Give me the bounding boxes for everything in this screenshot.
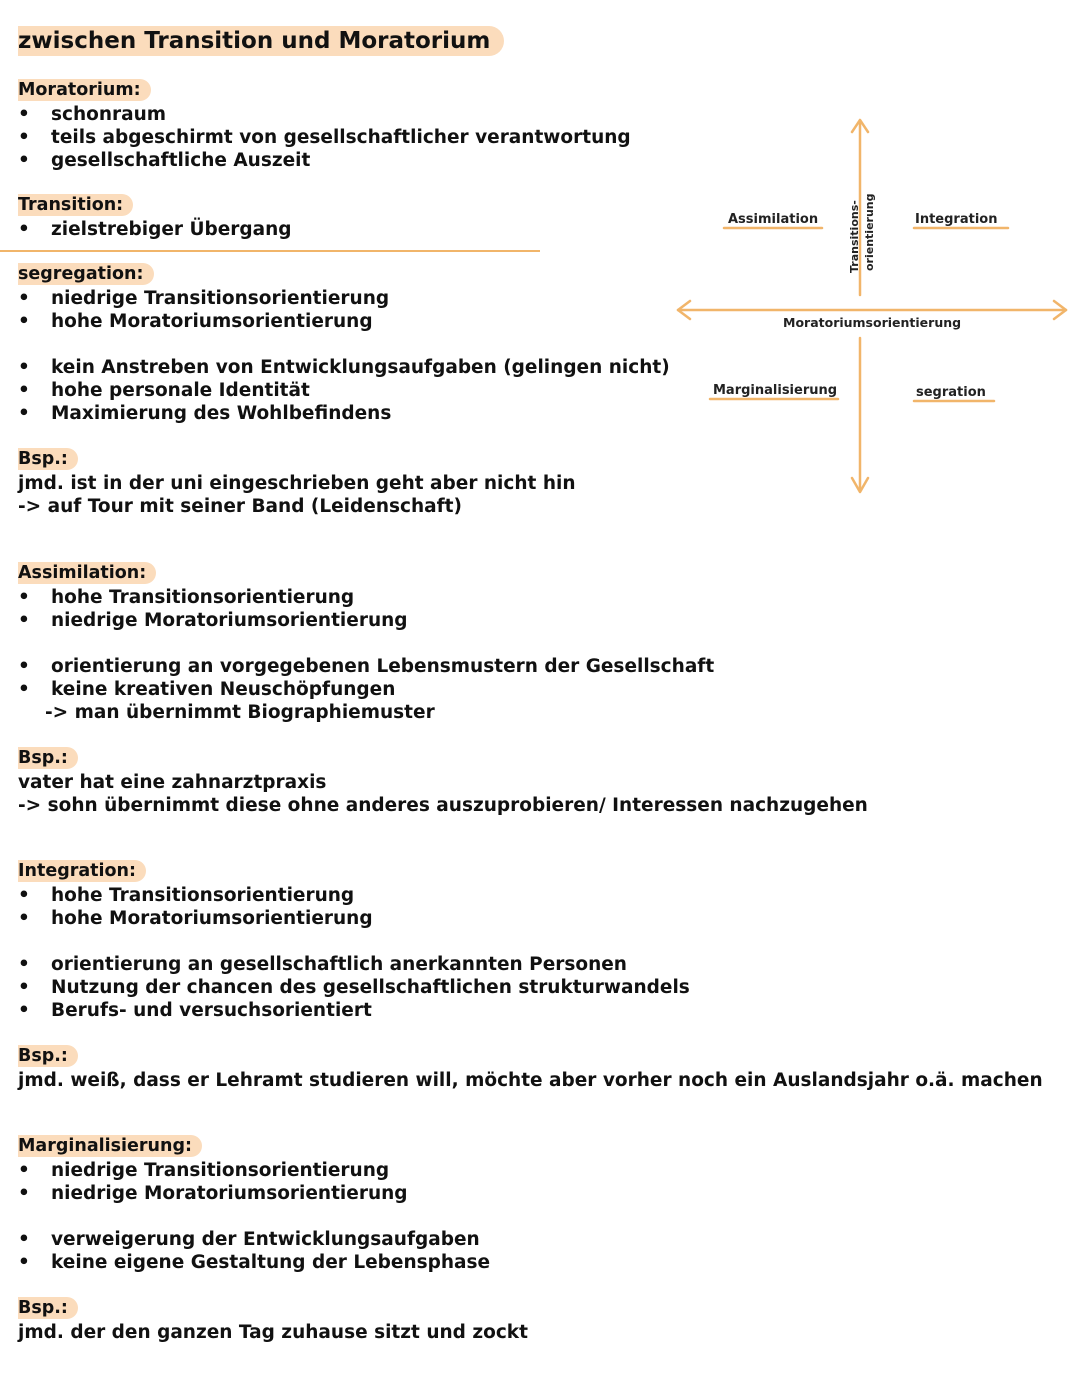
example-line: -> auf Tour mit seiner Band (Leidenschaft) bbox=[18, 496, 462, 517]
x-axis-label: Moratoriumsorientierung bbox=[783, 315, 962, 330]
section-marginalisierung bbox=[18, 1135, 528, 1344]
bsp-label: Bsp.: bbox=[18, 1045, 78, 1067]
page-title: zwischen Transition und Moratorium bbox=[18, 26, 504, 56]
example-line: jmd. weiß, dass er Lehramt studieren will, möchte aber vorher noch ein Auslandsjahr o.ä. machen bbox=[18, 1070, 1043, 1091]
list-item: • hohe Moratoriumsorientierung bbox=[18, 310, 670, 333]
list-item: • zielstrebiger Übergang bbox=[18, 218, 292, 241]
list-item: • Maximierung des Wohlbefindens bbox=[18, 402, 670, 425]
example-line: vater hat eine zahnarztpraxis bbox=[18, 772, 327, 793]
bsp-label: Bsp.: bbox=[18, 747, 78, 769]
bsp-label: Bsp.: bbox=[18, 448, 78, 470]
y-axis-label-line1: Transitions- bbox=[848, 200, 861, 273]
bsp-label: Bsp.: bbox=[18, 1297, 78, 1319]
list-item: • hohe Transitionsorientierung bbox=[18, 884, 1043, 907]
list-item: • hohe Moratoriumsorientierung bbox=[18, 907, 1043, 930]
list-item: • Berufs- und versuchsorientiert bbox=[18, 999, 1043, 1022]
list-item: • orientierung an vorgegebenen Lebensmustern der Gesellschaft bbox=[18, 655, 868, 678]
quadrant-label-top-left: Assimilation bbox=[728, 212, 819, 227]
heading-moratorium: Moratorium: bbox=[18, 79, 151, 101]
quadrant-label-bottom-right: segration bbox=[916, 385, 986, 400]
orientation-quadrant-diagram bbox=[670, 110, 1080, 510]
list-subitem: -> man übernimmt Biographiemuster bbox=[45, 702, 435, 723]
list-item: • teils abgeschirmt von gesellschaftlicher verantwortung bbox=[18, 126, 631, 149]
section-moratorium bbox=[18, 79, 631, 172]
list-item: • niedrige Moratoriumsorientierung bbox=[18, 609, 868, 632]
section-assimilation bbox=[18, 562, 868, 817]
quadrant-label-bottom-left: Marginalisierung bbox=[713, 383, 838, 398]
section-integration bbox=[18, 860, 1043, 1092]
example-line: jmd. ist in der uni eingeschrieben geht aber nicht hin bbox=[18, 473, 576, 494]
list-item: • orientierung an gesellschaftlich anerkannten Personen bbox=[18, 953, 1043, 976]
list-item: • verweigerung der Entwicklungsaufgaben bbox=[18, 1228, 528, 1251]
example-line: -> sohn übernimmt diese ohne anderes auszuprobieren/ Interessen nachzugehen bbox=[18, 795, 868, 816]
section-transition bbox=[18, 194, 292, 241]
quadrant-label-top-right: Integration bbox=[915, 212, 998, 227]
heading-assimilation: Assimilation: bbox=[18, 562, 156, 584]
list-item: • schonraum bbox=[18, 103, 631, 126]
list-item: • hohe Transitionsorientierung bbox=[18, 586, 868, 609]
list-item: • hohe personale Identität bbox=[18, 379, 670, 402]
heading-marginalisierung: Marginalisierung: bbox=[18, 1135, 202, 1157]
list-item: • gesellschaftliche Auszeit bbox=[18, 149, 631, 172]
y-axis-label-line2: orientierung bbox=[863, 193, 876, 271]
list-item: • niedrige Transitionsorientierung bbox=[18, 287, 670, 310]
list-item: • keine kreativen Neuschöpfungen bbox=[18, 678, 868, 701]
list-item: • keine eigene Gestaltung der Lebensphase bbox=[18, 1251, 528, 1274]
list-item: • Nutzung der chancen des gesellschaftlichen strukturwandels bbox=[18, 976, 1043, 999]
list-item: • niedrige Transitionsorientierung bbox=[18, 1159, 528, 1182]
example-line: jmd. der den ganzen Tag zuhause sitzt und zockt bbox=[18, 1322, 528, 1343]
heading-integration: Integration: bbox=[18, 860, 146, 882]
list-item: • niedrige Moratoriumsorientierung bbox=[18, 1182, 528, 1205]
list-item: • kein Anstreben von Entwicklungsaufgaben (gelingen nicht) bbox=[18, 356, 670, 379]
heading-transition: Transition: bbox=[18, 194, 133, 216]
divider bbox=[0, 250, 540, 252]
heading-segregation: segregation: bbox=[18, 263, 154, 285]
section-segregation bbox=[18, 263, 670, 518]
